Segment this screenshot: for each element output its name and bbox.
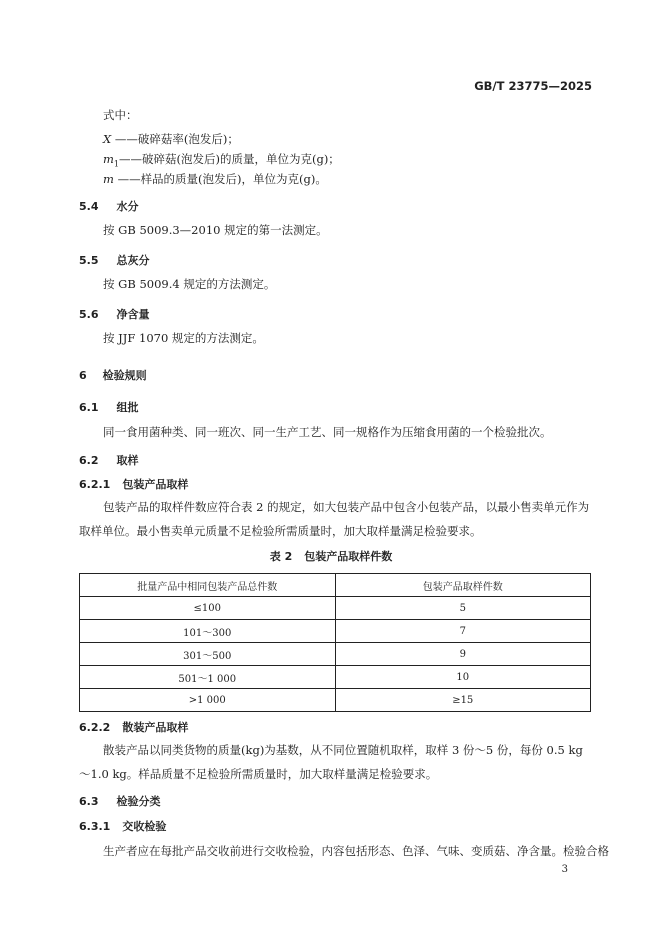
text-6-2-1: 包装产品的取样件数应符合表 2 的规定，如大包装产品中包含小包装产品，以最小售卖单元作为取样单位。最小售卖单元质量不足检验所需质量时，加大取样量满足检验要求。 [79,500,590,538]
legend-item-m [103,171,327,187]
table-cell: >1 000 [80,689,336,712]
legend-symbol: m [103,172,114,186]
text-5-5: 按 GB 5009.4 规定的方法测定。 [103,277,276,291]
legend-dash: —— [114,132,138,146]
legend-symbol: X [103,132,112,146]
legend-dash: —— [119,152,142,166]
standard-number: GB/T 23775—2025 [474,79,592,93]
table-row [80,597,591,620]
table-cell: 9 [335,643,591,666]
table-header-cell: 包装产品取样件数 [335,574,591,597]
heading-6-3-1: 6.3.1 交收检验 [79,820,167,833]
legend-symbol: m [103,152,114,166]
table-2-caption: 表 2 包装产品取样件数 [269,550,393,563]
heading-5-6: 5.6 净含量 [79,308,150,321]
heading-5-4: 5.4 水分 [79,200,139,213]
table-cell: 10 [335,666,591,689]
table-cell: 501～1 000 [80,666,336,689]
table-cell: 7 [335,620,591,643]
legend-desc: 样品的质量(泡发后)，单位为克(g)。 [140,172,327,186]
page-number: 3 [561,864,568,875]
heading-6-1: 6.1 组批 [79,401,139,414]
text-5-4: 按 GB 5009.3—2010 规定的第一法测定。 [103,223,328,237]
formula-legend-intro: 式中： [103,108,138,122]
text-6-3-1: 生产者应在每批产品交收前进行交收检验，内容包括形态、色泽、气味、变质菇、净含量。检验合格 [103,844,609,858]
text-5-6: 按 JJF 1070 规定的方法测定。 [103,331,264,345]
table-row [80,666,591,689]
table-cell: 5 [335,597,591,620]
table-header-row [80,574,591,597]
legend-subscript: 1 [113,159,119,169]
heading-6-3: 6.3 检验分类 [79,795,161,808]
heading-6: 6 检验规则 [79,369,147,382]
table-row [80,689,591,712]
legend-item-x [103,131,239,147]
table-cell: ≥15 [335,689,591,712]
heading-6-2-1: 6.2.1 包装产品取样 [79,478,189,491]
heading-6-2-2: 6.2.2 散装产品取样 [79,721,189,734]
table-row [80,643,591,666]
table-2 [79,573,591,712]
table-header-cell: 批量产品中相同包装产品总件数 [80,574,336,597]
table-cell: ≤100 [80,597,336,620]
table-cell: 101～300 [80,620,336,643]
legend-item-m1 [103,151,340,168]
heading-6-2: 6.2 取样 [79,454,139,467]
heading-5-5: 5.5 总灰分 [79,254,150,267]
table-cell: 301～500 [80,643,336,666]
legend-desc: 破碎菇(泡发后)的质量，单位为克(g)； [142,152,340,166]
legend-dash: —— [117,172,141,186]
text-6-1: 同一食用菌种类、同一班次、同一生产工艺、同一规格作为压缩食用菌的一个检验批次。 [103,425,552,439]
table-row [80,620,591,643]
text-6-2-2: 散装产品以同类货物的质量(kg)为基数，从不同位置随机取样，取样 3 份～5 份，每份 0.5 kg～1.0 kg。样品质量不足检验所需质量时，加大取样量满足检验要求。 [79,743,583,781]
legend-desc: 破碎菇率(泡发后)； [137,132,239,146]
